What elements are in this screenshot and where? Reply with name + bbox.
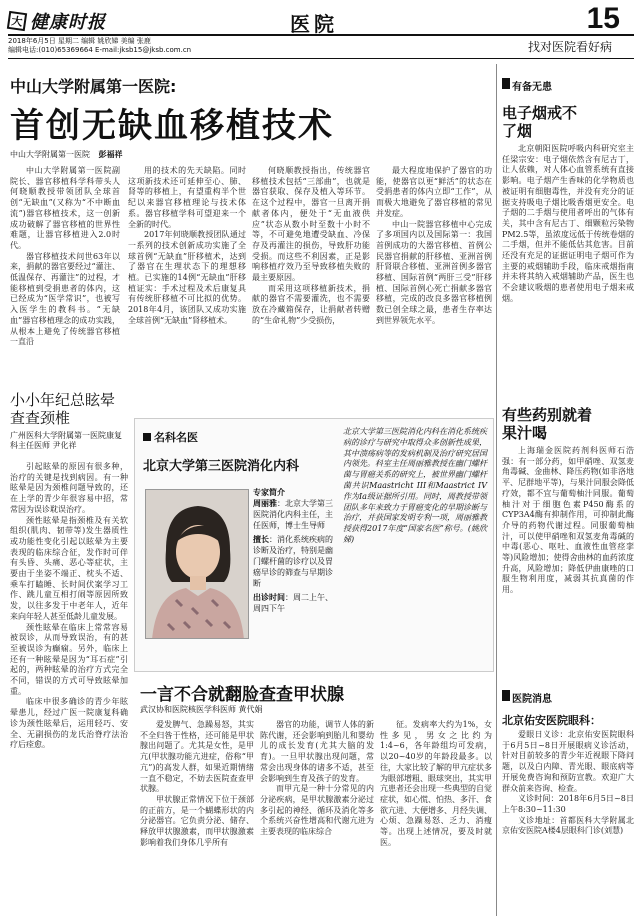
right-headline-2: 有些药别就着果汁喝 — [502, 406, 593, 442]
main-col-1 — [10, 166, 120, 388]
expert-desc: 北京大学第三医院消化内科主任，主任医师，博士生导师 — [253, 499, 333, 530]
paragraph: 2017年何晓顺教授团队通过一系列的技术创新成功实施了全球首例“无缺血”肝移植术，达到了器官在生理状态下的理想移植。已实施的14例“无缺血”肝移植证实：手术过程及术后康复具有传统肝移植不可比拟的优势。2018年4月，该团队又成功实施全球首例“无缺血”肾移植术。 — [128, 230, 246, 325]
doctor-portrait — [145, 489, 249, 639]
section-title: 医院 — [290, 12, 338, 36]
expert-name: 周丽雅 — [253, 498, 277, 508]
clinic-text: 周二上午、周四下午 — [253, 593, 333, 613]
bottom-col-3 — [380, 720, 492, 916]
paragraph: 最大程度地保护了器官的功能，使器官以更“鲜活”的状态在受捐患者的体内立即“工作”，从而极大地避免了器官移植的常见并发症。 — [376, 166, 492, 218]
paragraph: 用的技术的先天缺陷。同时这项新技术还可延伸至心、肺、肾等的移植上，有望重构半个世纪以来器官移植理论与技术体系。器官移植学科可望迎来一个全新的时代。 — [128, 166, 246, 229]
paragraph: 义诊地址：首都医科大学附属北京佑安医院A楼4层眼科门诊(刘慧) — [502, 815, 634, 836]
tag-square-icon — [502, 690, 510, 701]
famous-description: 北京大学第三医院消化内科在消化系统疾病的诊疗与研究中取得众多创新性成果，其中溃疡病等的发病机制及治疗研究居国内领先。科室主任周丽雅教授在幽门螺杆菌与胃癌关系的研究上，被世界幽门螺杆菌共识Maastricht III和Maastrict IV作为Ia级证据所引用。同时，周教授带领团队多年来致力于胃癌变化的早期诊断与治疗，并获国家发明专利一项，周丽雅教授获得2017年度“国家名医”称号。(姚欣娣) — [343, 427, 487, 544]
famous-tag-label: 名科名医 — [154, 431, 198, 444]
bottom-byline: 武汉协和医院核医学科医师 黄代娟 — [140, 705, 263, 714]
right-text-1 — [502, 144, 634, 402]
paragraph: 爱发脾气、急躁易怒，其实不全归咎于性格，还可能是甲状腺出问题了。尤其是女性，是甲亢(甲状腺功能亢进症，俗称“甲亢”)的高发人群，如果近期情绪一直不稳定，不妨去医院查查甲状腺。 — [140, 720, 254, 794]
logo-mark: 大 — [7, 11, 27, 31]
paragraph: 爱眼日义诊：北京佑安医院眼科于6月5日~8日开展眼病义诊活动，针对目前较多的青少年近视眼下降问题，以及白内障、青光眼、眼底病等开展免费咨询和预防宣教。欢迎广大群众前来咨询、检查。 — [502, 730, 634, 793]
paragraph: 征。发病率大约为1%，女性多见，男女之比约为1:4~6，各年龄组均可发病，以20~40岁的年龄段最多。以往，大家比较了解的甲亢症状多为眼部增粗、眼球突出，其实甲亢患者还会出现一些典型的自觉症状，如心慌、怕热、多汗、食欲亢进、大便增多、月经失调、心烦、急躁易怒、乏力、消瘦等。出现上述情况，要及时就医。 — [380, 720, 492, 847]
page-slogan: 找对医院看好病 — [527, 40, 612, 54]
paragraph: 器官的功能，调节人体的新陈代谢，还会影响到胎儿和婴幼儿的成长发育(尤其大脑的发育)。一旦甲状腺出现问题，常常会出现身体的诸多不适，甚至会影响到生育及孩子的发育。 — [260, 720, 374, 783]
side-byline: 广州医科大学附属第一医院康复科主任医师 尹化祥 — [10, 431, 122, 450]
masthead-logo — [8, 6, 158, 36]
paragraph: 颈性眩晕在临床上常常容易被误诊，从而导致误治，有的甚至被误诊为癫痫。另外，临床上还有一种眩晕是因为“耳石症”引起的，两种眩晕的治疗方式完全不同，错误的方式可导致眩晕加重。 — [10, 622, 128, 696]
portrait-image — [146, 490, 249, 639]
header-rule — [8, 34, 634, 36]
main-headline: 首创无缺血移植技术 — [10, 106, 334, 146]
famous-doctor-box — [134, 418, 494, 672]
right-tag-2: 医院消息 — [512, 694, 552, 705]
paragraph: 北京朝阳医院呼吸内科研究室主任梁宗安：电子烟依然含有尼古丁，让人依赖，对人体心血管系统有直接影响。电子烟产生香味的化学物质也被证明有细胞毒性，并没有充分的证据支持吸电子烟比吸香烟更安全。电子烟的二手烟与使用者呼出的气体有关，其中含有尼古丁、细颗粒污染物PM2.5等，虽浓度远低于传统卷烟的二手烟，但并不能低估其危害。目前还没有充足的证据证明电子烟可作为主要的戒烟辅助手段，临床戒烟指南并未将其纳入戒烟辅助产品，医生也不会建议吸烟的患者使用电子烟来戒烟。 — [502, 144, 634, 303]
paragraph: 器官移植技术问世63年以来，捐献的器官要经过“灌注、低温保存、再灌注”的过程，才能移植到受捐患者的体内，这已经成为“医学常识”，也被写入医学生的教科书。“无缺血”器官移植理念的成功实践，从根本上避免了传统器官移植一直沿 — [10, 251, 120, 347]
header-rule-2 — [8, 58, 634, 59]
tag-square-icon — [502, 78, 510, 89]
main-col-2 — [128, 166, 246, 406]
meta-line-2: 编辑电话:(010)65369664 E-mail:jksb15@jksb.com.cn — [8, 46, 192, 54]
paragraph: 而采用这项移植新技术，捐献的器官不需要灌洗，也不需要放在冷藏箱保存，让捐献者转赠的“生命礼物”少受损伤， — [252, 283, 370, 325]
paragraph: 而甲亢是一种十分常见的内分泌疾病，是甲状腺激素分泌过多引起的神经、循环及消化等多个系统兴奋性增高和代谢亢进为主要表现的临床综合 — [260, 784, 374, 837]
main-byline-org: 中山大学附属第一医院 — [10, 150, 90, 159]
paragraph: 颈性眩晕是指颈椎及有关软组织(肌肉、韧带等)发生器质性或功能性变化引起以眩晕为主要表现的临床综合征，发作时可伴有头昏、头痛、恶心等症状，主要由于坐姿不端正、枕头不适、乘车打瞌睡、长时间伏案学习工作、跳儿童互相打闹等原因所致发，以往多发于中老年人，近年来向年轻人甚至低龄儿童发展。 — [10, 515, 128, 621]
paragraph: 何晓顺教授指出，传统器官移植技术包括“三部曲”，也就是器官获取、保存及植入等环节。在这个过程中，器官一旦离开捐献者体内，便处于“无血液供应”状态从数小时至数十小时不等，不可避免地遭受缺血、冷保存及再灌注的损伤，导致肝功能受损。而这些不利因素，正是影响移植疗效乃至导致移植失败的最主要原因。 — [252, 166, 370, 283]
bottom-headline: 一言不合就翻脸查查甲状腺 — [140, 685, 344, 705]
main-kicker: 中山大学附属第一医院: — [10, 77, 177, 96]
paragraph: 临床中很多确诊的青少年眩晕患儿，经过广医一院康复科确诊为颈性眩晕后，运用轻巧、安全、无副损伤的龙氏治脊疗法治疗后痊愈。 — [10, 697, 128, 750]
specialty-label: 擅长 — [253, 534, 269, 544]
main-col-4 — [376, 166, 492, 406]
tag-square-icon — [143, 433, 151, 441]
paragraph: 上海瑞金医院药剂科医师石浩强：有一部分药，如甲硝唑、双氢麦角毒碱、金曲林、降压药物(如非洛地平、尼群地平等)，与果汁同服会降低疗效，都不宜与葡萄柚汁同服。葡萄柚汁对于细胞色素P450酶系的CYP3A4酶有抑制作用，可抑制此酶介导的药物代谢过程。同服葡萄柚汁，可以使甲硝唑和双氢麦角毒碱的中毒(恶心、呕吐、血液性血管痉挛等)风险增加；使得舍曲林的血药浓度升高，风险增加；降低伊曲康唑的口服生物利用度，减弱其抗真菌的作用。 — [502, 446, 634, 595]
side-headline: 小小年纪总眩晕查查颈椎 — [10, 391, 116, 427]
paragraph: 引起眩晕的原因有很多种，治疗的关键是找到病因。有一种眩晕是因为颈椎问题导致的，还在上学的青少年很容易中招，常常因为误诊耽误治疗。 — [10, 462, 128, 514]
right-subhead: 北京佑安医院眼科： — [502, 714, 601, 727]
expert-label: 专家简介 — [253, 487, 285, 497]
paragraph: 中山一院器官移植中心完成了多项国内以及国际第一：我国首例成功的大器官移植、首例公民器官捐献的肝移植、亚洲首例肝肾联合移植、亚洲首例多器官移植、国际首例“两肝三受”肝移植、国际首例心死亡捐献多器官移植，完成的改良多器官移植例数已创全球之最，患者生存率达到世界领先水平。 — [376, 219, 492, 325]
edition-meta — [8, 37, 191, 55]
paragraph: 中山大学附属第一医院副院长、器官移植科学科带头人何晓顺教授带领团队全球首创“无缺血”(又称为“不中断血流”)器官移植技术，这一创新成功破解了器官移植的世界性难题，让器官移植进入2.0时代。 — [10, 166, 120, 250]
logo-text: 健康时报 — [30, 12, 106, 33]
paragraph: 义诊时间：2018年6月5日~8日 上午8:30~11:30 — [502, 794, 634, 814]
main-byline — [10, 149, 123, 160]
doctor-info: 专家简介 周丽雅：北京大学第三医院消化内科主任，主任医师，博士生导师 擅长：消化系统疾病的诊断及治疗，特别是幽门螺杆菌的诊疗以及胃癌早诊的筛查与早期诊断 出诊时间：周二上午、周四下午 — [253, 487, 333, 613]
right-text-2 — [502, 446, 634, 684]
right-headline-1: 电子烟戒不了烟 — [502, 104, 578, 140]
famous-tag — [143, 429, 198, 445]
bottom-col-1 — [140, 720, 254, 916]
paragraph: 甲状腺正常情况下位于颈部的正前方，是一个蝴蝶形状的内分泌器官。它负责分泌、储存、释放甲状腺激素，而甲状腺激素影响着我们身体几乎所有 — [140, 794, 254, 847]
column-divider — [496, 64, 497, 916]
specialty-text: 消化系统疾病的诊断及治疗，特别是幽门螺杆菌的诊疗以及胃癌早诊的筛查与早期诊断 — [253, 535, 333, 588]
page-number: 15 — [586, 2, 620, 35]
famous-title: 北京大学第三医院消化内科 — [143, 459, 300, 474]
right-text-3 — [502, 730, 634, 918]
main-byline-author: 彭福祥 — [98, 150, 123, 159]
side-body — [10, 462, 128, 918]
main-col-3 — [252, 166, 370, 406]
bottom-col-2 — [260, 720, 374, 916]
meta-line-1: 2018年6月5日 星期二 编辑 姚欣娣 美编 张鹿 — [8, 37, 151, 45]
clinic-label: 出诊时间 — [253, 592, 285, 602]
right-tag-1: 有备无患 — [512, 82, 552, 93]
